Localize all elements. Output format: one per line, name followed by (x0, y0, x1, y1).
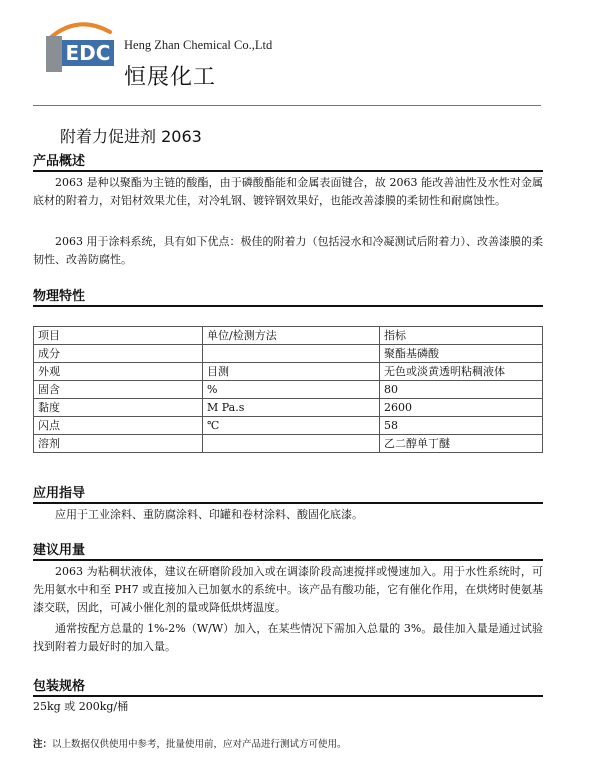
logo-text: EDC (65, 41, 111, 65)
table-cell: 58 (380, 417, 543, 435)
table-cell: 乙二醇单丁醚 (380, 435, 543, 453)
table-cell: 目测 (203, 363, 380, 381)
company-name-en: Heng Zhan Chemical Co.,Ltd (124, 38, 273, 52)
note-text: 以上数据仅供使用中参考，批量使用前，应对产品进行测试方可使用。 (52, 739, 347, 750)
footer-note (33, 736, 347, 750)
table-header-cell: 指标 (380, 327, 543, 345)
table-cell: % (203, 381, 380, 399)
table-cell: 固含 (34, 381, 203, 399)
overview-paragraph-2: 2063 用于涂料系统，具有如下优点：极佳的附着力（包括浸水和冷凝测试后附着力）、改善漆膜的柔韧性、改善防腐性。 (33, 235, 543, 266)
note-label: 注： (33, 739, 53, 750)
table-row (34, 417, 543, 435)
header-divider (33, 105, 541, 106)
table-header-cell: 单位/检测方法 (203, 327, 380, 345)
table-header-cell: 项目 (34, 327, 203, 345)
table-row (34, 345, 543, 363)
table-cell: 无色或淡黄透明粘稠液体 (380, 363, 543, 381)
overview-paragraph-1: 2063 是种以聚酯为主链的酸酯，由于磷酸酯能和金属表面键合，故 2063 能改善油性及水性对金属底材的附着力，对铝材效果尤佳，对冷轧钢、镀锌钢效果好，也能改善漆膜的柔韧性和耐腐蚀性。 (33, 176, 543, 207)
company-name-cn: 恒展化工 (124, 65, 217, 90)
table-cell: 成分 (34, 345, 203, 363)
table-cell: 外观 (34, 363, 203, 381)
table-cell: 黏度 (34, 399, 203, 417)
section-heading-overview: 产品概述 (33, 154, 543, 172)
table-cell: M Pa.s (203, 399, 380, 417)
dosage-paragraph-2: 通常按配方总量的 1%-2%（W/W）加入，在某些情况下需加入总量的 3%。最佳加入量是通过试验找到附着力最好时的加入量。 (33, 622, 543, 653)
packaging-spec: 25kg 或 200kg/桶 (33, 700, 129, 713)
table-cell: 80 (380, 381, 543, 399)
table-cell: 聚酯基磷酸 (380, 345, 543, 363)
dosage-paragraph-1: 2063 为粘稠状液体，建议在研磨阶段加入或在调漆阶段高速搅拌或慢速加入。用于水性系统时，可先用氨水中和至 PH7 或直接加入已加氨水的系统中。该产品有酸功能，它有催化作用，在烘烤时使氨基漆交联，因此，可减小催化剂的量或降低烘烤温度。 (33, 565, 543, 614)
section-heading-properties: 物理特性 (33, 289, 543, 307)
section-heading-dosage: 建议用量 (33, 543, 543, 561)
table-cell: ℃ (203, 417, 380, 435)
table-row (34, 399, 543, 417)
table-cell (203, 345, 380, 363)
table-cell: 闪点 (34, 417, 203, 435)
company-logo (40, 18, 120, 74)
table-cell: 2600 (380, 399, 543, 417)
table-row (34, 381, 543, 399)
properties-table (33, 326, 543, 453)
table-header-row (34, 327, 543, 345)
table-cell: 溶剂 (34, 435, 203, 453)
table-row (34, 363, 543, 381)
section-heading-packaging: 包装规格 (33, 679, 543, 697)
document-title: 附着力促进剂 2063 (60, 127, 202, 146)
table-cell (203, 435, 380, 453)
section-heading-application: 应用指导 (33, 486, 543, 504)
application-paragraph: 应用于工业涂料、重防腐涂料、印罐和卷材涂料、酸固化底漆。 (55, 508, 363, 521)
table-row (34, 435, 543, 453)
